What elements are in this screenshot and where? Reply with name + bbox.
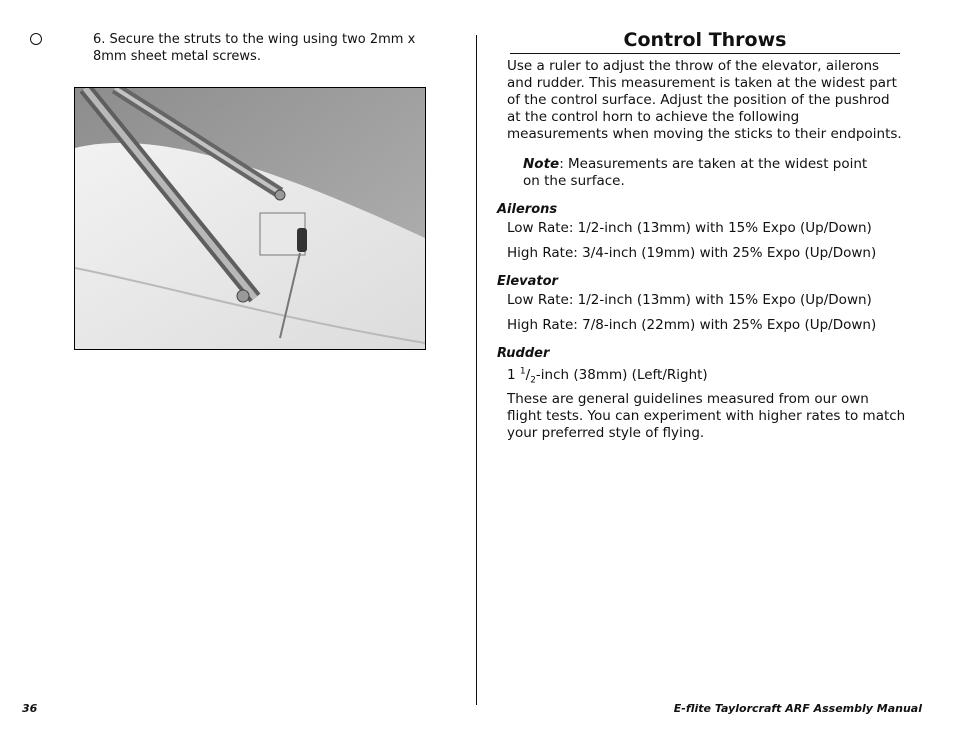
rudder-denominator: 2: [530, 375, 536, 386]
rudder-numerator: 1: [519, 366, 526, 377]
rudder-rest: -inch (38mm) (Left/Right): [535, 367, 708, 383]
section-title: Control Throws: [623, 29, 787, 51]
note-paragraph: [523, 156, 883, 190]
checkbox-circle-icon[interactable]: [30, 33, 42, 45]
title-rule: [510, 53, 900, 54]
rudder-whole: 1: [507, 367, 520, 383]
rudder-throw: [507, 367, 708, 384]
ailerons-low-rate: Low Rate: 1/2-inch (13mm) with 15% Expo (Up/Down): [507, 220, 872, 236]
manual-title: E-flite Taylorcraft ARF Assembly Manual: [673, 702, 922, 715]
step-6-text: 6. Secure the struts to the wing using two 2mm x 8mm sheet metal screws.: [93, 32, 416, 64]
note-text: : Measurements are taken at the widest point on the surface.: [523, 156, 868, 189]
elevator-low-rate: Low Rate: 1/2-inch (13mm) with 15% Expo (Up/Down): [507, 292, 872, 308]
column-divider: [476, 35, 477, 705]
closing-paragraph: These are general guidelines measured from our own flight tests. You can experiment with higher rates to match your preferred style of flying.: [507, 391, 906, 441]
intro-paragraph: Use a ruler to adjust the throw of the elevator, ailerons and rudder. This measurement is taken at the widest part of the control surface. Adjust the position of the pushrod at the control horn to achieve the following measurements when moving the sticks to their endpoints.: [507, 58, 902, 142]
elevator-high-rate: High Rate: 7/8-inch (22mm) with 25% Expo (Up/Down): [507, 317, 877, 333]
ailerons-high-rate: High Rate: 3/4-inch (19mm) with 25% Expo (Up/Down): [507, 245, 877, 261]
rudder-heading: Rudder: [497, 346, 550, 361]
elevator-heading: Elevator: [497, 274, 558, 289]
ailerons-heading: Ailerons: [497, 202, 558, 217]
rudder-slash: /: [525, 367, 531, 383]
page-number: 36: [22, 702, 38, 715]
wing-strut-photo: [74, 87, 426, 350]
note-label: Note: [523, 156, 560, 172]
